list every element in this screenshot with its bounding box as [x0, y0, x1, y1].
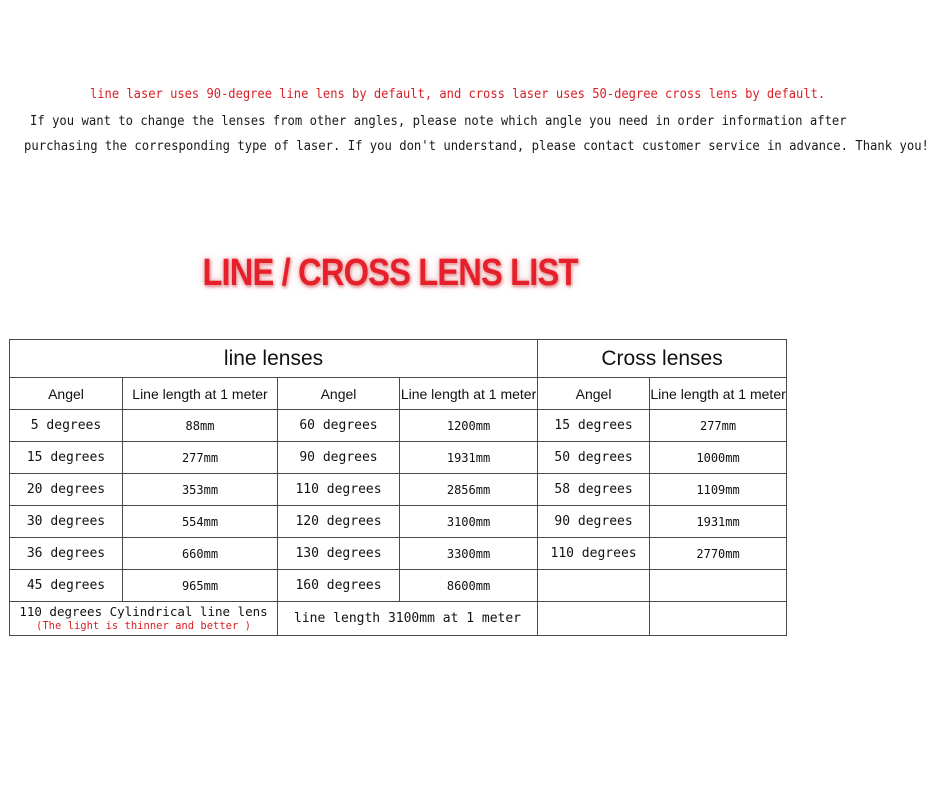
table-cell: 5 degrees	[10, 410, 123, 442]
table-cell: 15 degrees	[10, 442, 123, 474]
table-cell: 2856mm	[400, 474, 538, 506]
table-cell: 1000mm	[650, 442, 787, 474]
table-cell: 30 degrees	[10, 506, 123, 538]
column-header-line-length: Line length at 1 meter	[650, 378, 787, 410]
table-cell: 110 degrees	[538, 538, 650, 570]
table-cell: 50 degrees	[538, 442, 650, 474]
table-cell: 130 degrees	[278, 538, 400, 570]
column-header-angle: Angel	[538, 378, 650, 410]
table-row	[10, 474, 787, 506]
cylindrical-lens-cell	[10, 602, 278, 636]
cylindrical-lens-value: line length 3100mm at 1 meter	[278, 602, 538, 636]
column-header-angle: Angel	[278, 378, 400, 410]
table-cell: 90 degrees	[538, 506, 650, 538]
table-cell: 1109mm	[650, 474, 787, 506]
cross-lenses-header: Cross lenses	[538, 340, 787, 378]
lens-change-instructions-line-2: purchasing the corresponding type of laser. If you don't understand, please contact customer service in advance. Thank you!	[24, 139, 929, 154]
table-cell: 110 degrees	[278, 474, 400, 506]
table-row	[10, 410, 787, 442]
line-lenses-header: line lenses	[10, 340, 538, 378]
table-cell: 965mm	[123, 570, 278, 602]
cylindrical-lens-label: 110 degrees Cylindrical line lens	[19, 603, 268, 619]
table-cell-empty	[650, 602, 787, 636]
page-title: LINE / CROSS LENS LIST	[202, 252, 578, 294]
table-cell	[538, 570, 650, 602]
table-cell: 88mm	[123, 410, 278, 442]
table-row	[10, 506, 787, 538]
cylindrical-lens-row	[10, 602, 787, 636]
table-cell: 660mm	[123, 538, 278, 570]
table-cell: 8600mm	[400, 570, 538, 602]
lens-list-table	[9, 339, 787, 636]
table-cell: 3300mm	[400, 538, 538, 570]
table-row	[10, 538, 787, 570]
table-cell: 554mm	[123, 506, 278, 538]
lens-change-instructions-line-1: If you want to change the lenses from other angles, please note which angle you need in order information after	[30, 114, 847, 129]
table-cell: 2770mm	[650, 538, 787, 570]
table-cell: 60 degrees	[278, 410, 400, 442]
column-header-angle: Angel	[10, 378, 123, 410]
table-cell: 353mm	[123, 474, 278, 506]
table-cell: 15 degrees	[538, 410, 650, 442]
table-cell: 160 degrees	[278, 570, 400, 602]
table-row	[10, 570, 787, 602]
table-cell: 277mm	[650, 410, 787, 442]
table-cell: 1931mm	[650, 506, 787, 538]
column-header-line-length: Line length at 1 meter	[123, 378, 278, 410]
table-cell: 90 degrees	[278, 442, 400, 474]
default-lens-notice: line laser uses 90-degree line lens by default, and cross laser uses 50-degree cross lens by default.	[90, 87, 826, 102]
table-cell: 20 degrees	[10, 474, 123, 506]
table-row	[10, 442, 787, 474]
table-cell: 45 degrees	[10, 570, 123, 602]
column-header-line-length: Line length at 1 meter	[400, 378, 538, 410]
table-cell	[650, 570, 787, 602]
table-cell: 58 degrees	[538, 474, 650, 506]
table-cell: 277mm	[123, 442, 278, 474]
table-cell: 3100mm	[400, 506, 538, 538]
table-cell: 36 degrees	[10, 538, 123, 570]
table-cell: 1200mm	[400, 410, 538, 442]
cylindrical-lens-note: (The light is thinner and better )	[36, 619, 251, 632]
table-cell-empty	[538, 602, 650, 636]
table-cell: 120 degrees	[278, 506, 400, 538]
table-cell: 1931mm	[400, 442, 538, 474]
